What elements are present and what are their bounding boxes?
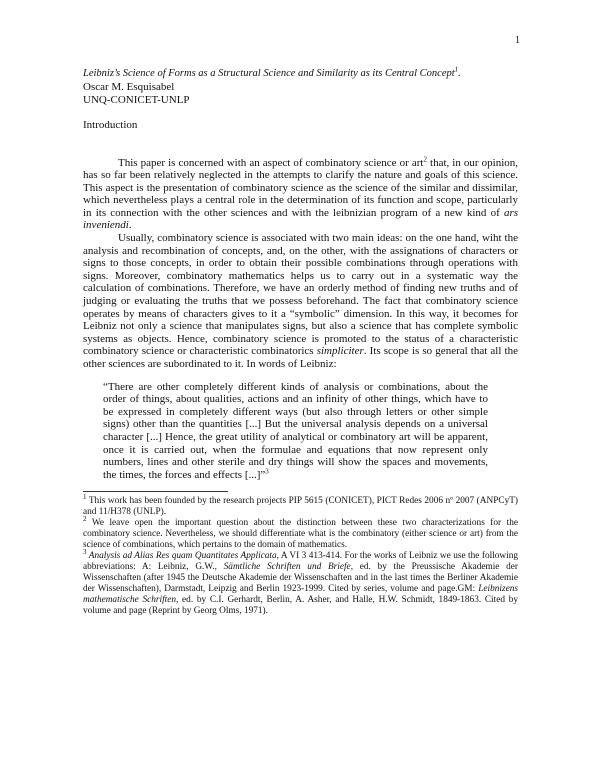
footnote-2: $^2$ We leave open the important question about the distinction between these two characterizations for the combinatory science. Nevertheless, we should differentiate what is the combinatory (either science or art) from the science of combinations, which pertains to the domain of mathematics. <box>83 515 518 551</box>
page-number: 1 <box>515 35 520 46</box>
paragraph-1: This paper is concerned with an aspect of combinatory science or art$^2$ that, in our opinion, has so far been relatively neglected in the attempts to clarify the nature and goals of this science. This aspect is the presentation of combinatory science as the science of the similar and dissimilar, which nevertheless plays a central role in the determination of its function and scope, particularly in its connection with the other sciences and with the leibnizian program of a new kind of ars inveniendi. <box>83 154 519 232</box>
block-quote: “There are other completely different kinds of analysis or combinations, about the order of things, about qualities, actions and an infinity of other things, which have to be expressed in completely different ways (but also through letters or other simple signs) other than the quantities [...] But the universal analysis depends on a universal character [...] Hence, the great utility of analytical or combinatory art will be apparent, once it is carried out, when the formulae and equations that now represent only numbers, lines and other sterile and dry things will show the spaces and movements, the times, the forces and effects [...]”$^3$ <box>103 380 488 481</box>
paper-title: Leibniz’s Science of Forms as a Structural Science and Similarity as its Central Concept$^1$. <box>83 65 461 79</box>
footnote-ref-2: 2 <box>423 154 427 163</box>
paragraph-2: Usually, combinatory science is associated with two main ideas: on the one hand, wiht the analysis and recombination of concepts, and, on the other, with the assignations of characters or signs to those concepts, in order to obtain their possible combinations through operations with signs. Moreover, combinatory mathematics helps us to carry out in a systematic way the calculation of combinations. Therefore, we have an orderly method of finding new truths and of judging or evaluating the truths that we possess beforehand. The fact that combinatory science operates by means of characters gives to it a “symbolic” dimension. In this way, it becomes for Leibniz not only a science that manipulates signs, but also a science that has complete symbolic systems as objects. Hence, combinatory science is promoted to the status of a characteristic combinatory science or characteristic combinatorics simpliciter. Its scope is so general that all the other sciences are subordinated to it. In words of Leibniz: <box>83 232 518 370</box>
author-name: Oscar M. Esquisabel <box>83 80 175 93</box>
footnote-ref-1: 1 <box>454 65 459 74</box>
author-affiliation: UNQ-CONICET-UNLP <box>83 93 190 106</box>
footnotes <box>83 493 518 617</box>
footnote-divider <box>83 491 228 492</box>
document-body <box>83 65 519 617</box>
section-heading: Introduction <box>83 118 138 131</box>
main-text <box>83 154 519 371</box>
footnote-ref-3: 3 <box>265 467 269 476</box>
footnote-1: $^1$ This work has been founded by the research projects PIP 5615 (CONICET), PICT Redes 2006 nº 2007 (ANPCyT) and 11/H378 (UNLP). <box>83 493 518 518</box>
footnote-3: $^3$ Analysis ad Alias Res quam Quantitates Applicata, A VI 3 413-414. For the works of Leibniz we use the following abbreviations: A: Leibniz, G.W., Sämtliche Schriften und Briefe, ed. by the Preussische Akademie der Wissenschaften (after 1945 the Deutsche Akademie der Wissenschaften and in the last times the Berliner Akademie der Wissenschaften), Darmstadt, Leipzig and Berlin 1923-1999. Cited by series, volume and page.GM: Leibnizens mathematische Schriften, ed. by C.I. Gerhardt, Berlin, A. Asher, and Halle, H.W. Schmidt, 1849-1863. Cited by volume and page (Reprint by Georg Olms, 1971). <box>83 548 518 617</box>
